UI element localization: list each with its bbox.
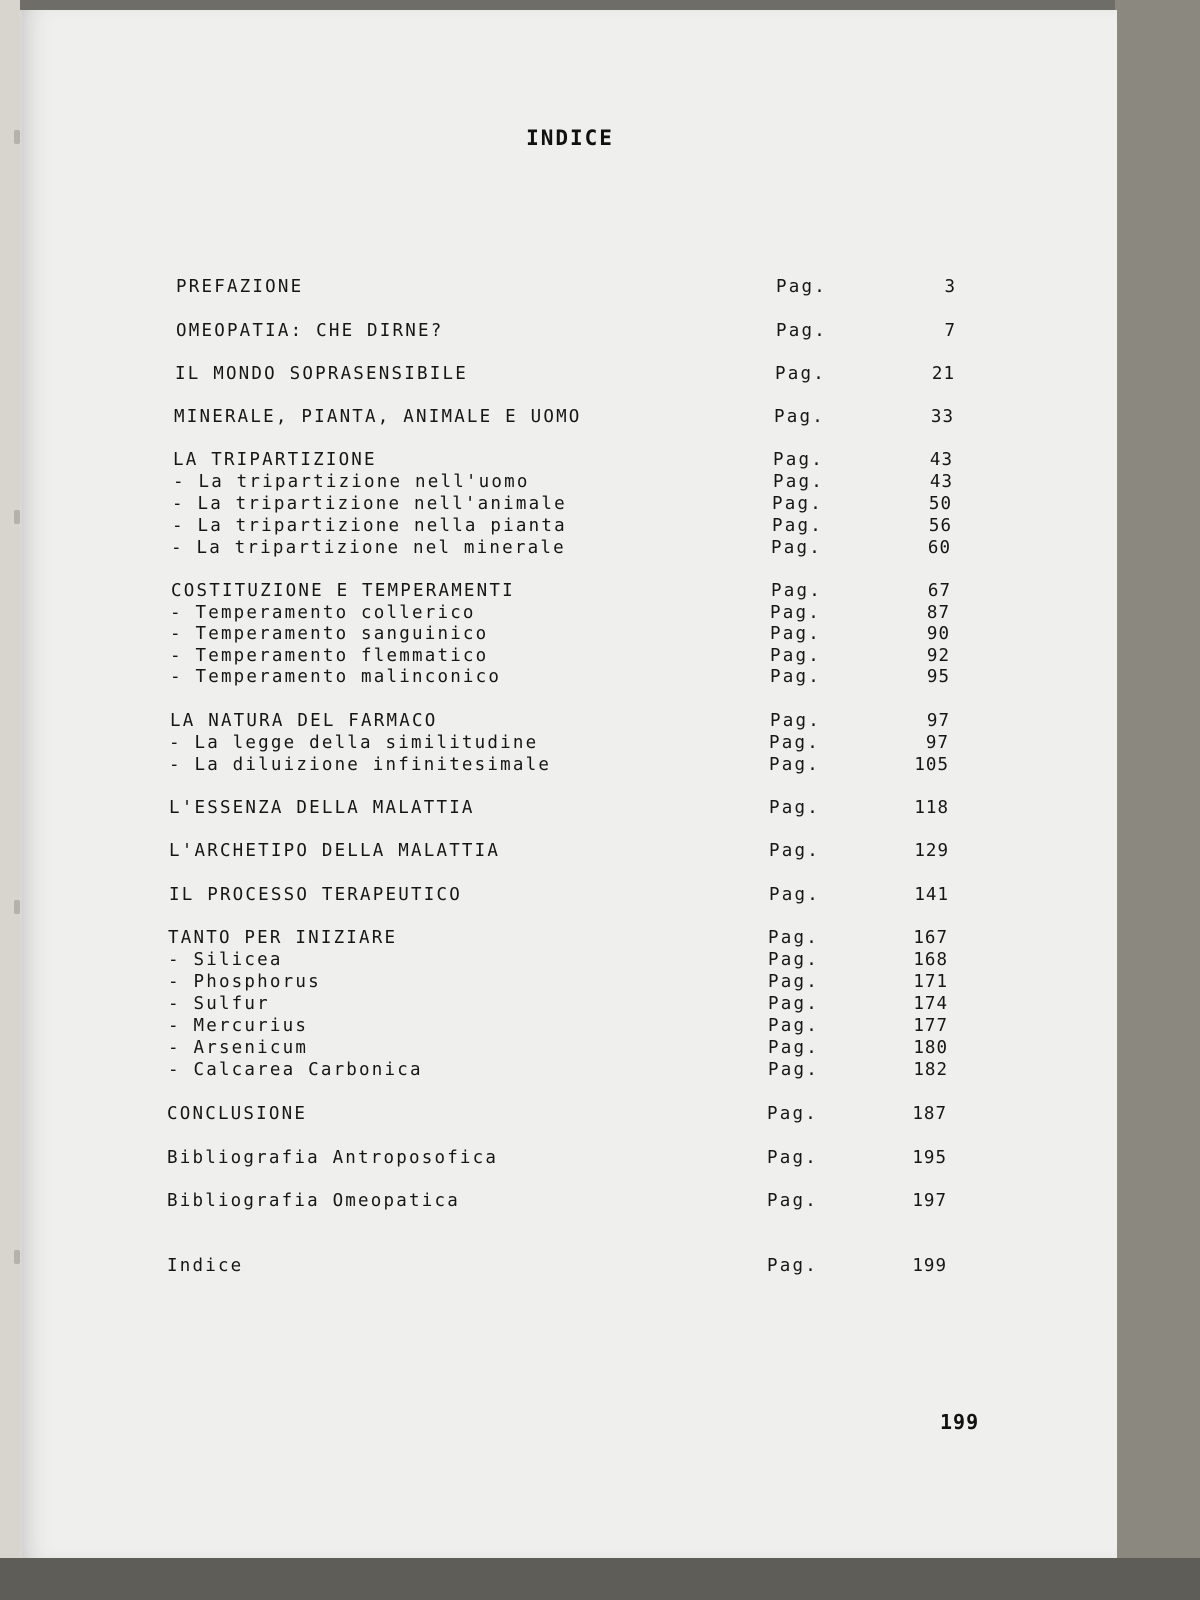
toc-entry-title: L'ARCHETIPO DELLA MALATTIA [169, 841, 501, 861]
toc-entry-page-number: 187 [912, 1104, 947, 1124]
toc-entry-pag-label: Pag. [768, 972, 819, 992]
toc-entry-page-number: 33 [930, 407, 954, 427]
toc-entry-title: Indice [167, 1256, 244, 1276]
toc-entry-page-number: 97 [926, 711, 950, 731]
toc-entry-pag-label: Pag. [770, 646, 821, 666]
toc-entry [176, 321, 976, 343]
toc-entry-title: LA NATURA DEL FARMACO [170, 711, 438, 731]
toc-entry [170, 603, 970, 625]
toc-entry-title: - Temperamento malinconico [170, 667, 502, 687]
toc-entry-title: - Arsenicum [168, 1038, 309, 1058]
background-right [1115, 0, 1200, 1600]
toc-entry-title: - Sulfur [168, 994, 270, 1014]
toc-entry [168, 972, 968, 994]
toc-entry-pag-label: Pag. [769, 885, 820, 905]
toc-entry-pag-label: Pag. [772, 494, 823, 514]
toc-entry-page-number: 167 [913, 928, 948, 948]
toc-entry-title: - La legge della similitudine [169, 733, 539, 753]
toc-entry-page-number: 182 [913, 1060, 948, 1080]
toc-entry-title: PREFAZIONE [176, 277, 304, 297]
toc-entry-pag-label: Pag. [774, 407, 825, 427]
toc-entry [171, 581, 971, 603]
toc-entry [172, 494, 972, 516]
binding-stitch [14, 510, 20, 524]
toc-entry-pag-label: Pag. [767, 1191, 818, 1211]
toc-entry [170, 646, 970, 668]
toc-entry-pag-label: Pag. [770, 603, 821, 623]
toc-entry-pag-label: Pag. [767, 1256, 818, 1276]
toc-entry-page-number: 92 [926, 646, 950, 666]
toc-entry-title: Bibliografia Antroposofica [167, 1148, 499, 1168]
toc-entry-title: - Mercurius [168, 1016, 309, 1036]
toc-entry [169, 733, 969, 755]
toc-entry [169, 885, 969, 907]
toc-entry-page-number: 90 [926, 624, 950, 644]
toc-entry-pag-label: Pag. [770, 667, 821, 687]
binding-stitch [14, 900, 20, 914]
toc-entry-page-number: 67 [927, 581, 951, 601]
toc-entry-page-number: 95 [926, 667, 950, 687]
toc-entry-pag-label: Pag. [772, 516, 823, 536]
toc-entry-page-number: 43 [929, 450, 953, 470]
toc-entry-pag-label: Pag. [769, 755, 820, 775]
toc-entry [169, 841, 969, 863]
toc-entry [167, 1104, 967, 1126]
toc-entry-title: MINERALE, PIANTA, ANIMALE E UOMO [174, 407, 582, 427]
toc-entry [168, 1038, 968, 1060]
toc-entry [170, 667, 970, 689]
page-title: INDICE [526, 126, 614, 150]
toc-entry-title: - La tripartizione nell'uomo [173, 472, 530, 492]
toc-entry-pag-label: Pag. [769, 841, 820, 861]
toc-entry-title: LA TRIPARTIZIONE [173, 450, 377, 470]
toc-entry-page-number: 7 [944, 321, 956, 341]
toc-entry [167, 1256, 967, 1278]
toc-entry [173, 472, 973, 494]
toc-entry-pag-label: Pag. [775, 364, 826, 384]
toc-entry-pag-label: Pag. [776, 321, 827, 341]
toc-entry-title: - Temperamento collerico [170, 603, 476, 623]
toc-entry-page-number: 129 [914, 841, 949, 861]
toc-entry-page-number: 168 [913, 950, 948, 970]
toc-entry-pag-label: Pag. [776, 277, 827, 297]
toc-entry [172, 516, 972, 538]
toc-entry-page-number: 56 [928, 516, 952, 536]
toc-entry-title: - Temperamento sanguinico [170, 624, 489, 644]
toc-entry-page-number: 118 [914, 798, 949, 818]
toc-entry-title: OMEOPATIA: CHE DIRNE? [176, 321, 444, 341]
toc-entry-title: - Silicea [168, 950, 283, 970]
toc-entry [170, 711, 970, 733]
toc-entry-page-number: 180 [913, 1038, 948, 1058]
toc-entry-pag-label: Pag. [769, 733, 820, 753]
toc-entry-pag-label: Pag. [771, 538, 822, 558]
toc-entry-title: - La diluizione infinitesimale [169, 755, 552, 775]
toc-entry [168, 1060, 968, 1082]
toc-entry-pag-label: Pag. [768, 950, 819, 970]
toc-entry-page-number: 60 [927, 538, 951, 558]
toc-entry-page-number: 105 [914, 755, 949, 775]
toc-entry [169, 798, 969, 820]
toc-entry-pag-label: Pag. [769, 798, 820, 818]
toc-entry-title: IL MONDO SOPRASENSIBILE [175, 364, 468, 384]
toc-entry-page-number: 197 [912, 1191, 947, 1211]
toc-entry-title: Bibliografia Omeopatica [167, 1191, 460, 1211]
toc-entry [167, 1148, 967, 1170]
toc-entry-pag-label: Pag. [770, 624, 821, 644]
toc-entry-pag-label: Pag. [768, 994, 819, 1014]
toc-entry-page-number: 3 [944, 277, 956, 297]
toc-entry-pag-label: Pag. [768, 928, 819, 948]
toc-entry-page-number: 97 [925, 733, 949, 753]
toc-entry-pag-label: Pag. [768, 1060, 819, 1080]
toc-entry-title: CONCLUSIONE [167, 1104, 308, 1124]
toc-entry [169, 755, 969, 777]
background-left [0, 0, 20, 1600]
toc-entry-page-number: 141 [914, 885, 949, 905]
toc-entry-title: IL PROCESSO TERAPEUTICO [169, 885, 462, 905]
toc-entry-title: - Calcarea Carbonica [168, 1060, 423, 1080]
page-number: 199 [940, 1410, 980, 1434]
toc-entry-page-number: 87 [926, 603, 950, 623]
toc-entry-title: - Phosphorus [168, 972, 321, 992]
toc-entry-pag-label: Pag. [773, 472, 824, 492]
binding-stitch [14, 1250, 20, 1264]
toc-entry-pag-label: Pag. [767, 1148, 818, 1168]
toc-entry-page-number: 199 [912, 1256, 947, 1276]
toc-entry [171, 538, 971, 560]
toc-entry-page-number: 195 [912, 1148, 947, 1168]
toc-entry-title: - Temperamento flemmatico [170, 646, 489, 666]
toc-entry-pag-label: Pag. [767, 1104, 818, 1124]
toc-entry-title: L'ESSENZA DELLA MALATTIA [169, 798, 475, 818]
toc-entry-title: TANTO PER INIZIARE [168, 928, 398, 948]
toc-entry-page-number: 50 [928, 494, 952, 514]
toc-entry [168, 950, 968, 972]
toc-entry-pag-label: Pag. [768, 1016, 819, 1036]
toc-entry-title: - La tripartizione nella pianta [172, 516, 567, 536]
table-surface [0, 1558, 1200, 1600]
toc-entry-title: COSTITUZIONE E TEMPERAMENTI [171, 581, 515, 601]
toc-entry-page-number: 174 [913, 994, 948, 1014]
book-page [20, 10, 1117, 1558]
toc-entry-page-number: 177 [913, 1016, 948, 1036]
toc-entry [176, 277, 976, 299]
toc-entry-page-number: 21 [931, 364, 955, 384]
toc-entry-title: - La tripartizione nell'animale [172, 494, 567, 514]
toc-entry-pag-label: Pag. [768, 1038, 819, 1058]
toc-entry-page-number: 171 [913, 972, 948, 992]
toc-entry [168, 994, 968, 1016]
toc-entry-pag-label: Pag. [770, 711, 821, 731]
toc-entry [173, 450, 973, 472]
toc-entry-title: - La tripartizione nel minerale [171, 538, 566, 558]
toc-entry-pag-label: Pag. [773, 450, 824, 470]
toc-entry [175, 364, 975, 386]
toc-entry [170, 624, 970, 646]
toc-entry [167, 1191, 967, 1213]
toc-entry [168, 928, 968, 950]
toc-entry [168, 1016, 968, 1038]
toc-entry-page-number: 43 [929, 472, 953, 492]
toc-entry-pag-label: Pag. [771, 581, 822, 601]
toc-entry [174, 407, 974, 429]
